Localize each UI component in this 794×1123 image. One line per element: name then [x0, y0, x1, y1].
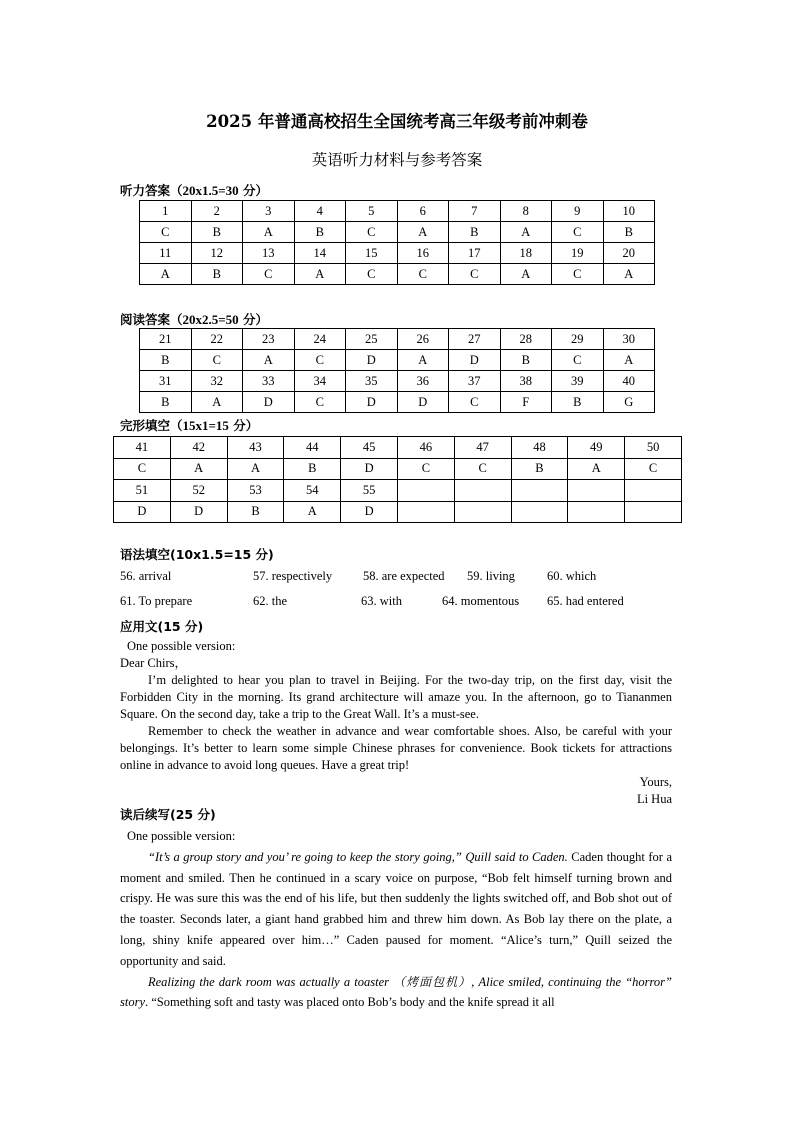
- question-number-cell: [454, 480, 511, 502]
- question-number-cell: 39: [552, 371, 604, 392]
- grammar-heading: 语法填空(10x1.5=15 分): [120, 547, 274, 562]
- grammar-answer: 57. respectively: [253, 569, 333, 583]
- answer-cell: D: [346, 392, 398, 413]
- question-number-cell: 41: [114, 437, 171, 459]
- answer-cell: C: [625, 458, 682, 480]
- question-number-cell: 33: [243, 371, 295, 392]
- answer-cell: B: [294, 222, 346, 243]
- answer-row: [140, 392, 655, 413]
- question-number-cell: 18: [500, 243, 552, 264]
- question-number-cell: 52: [170, 480, 227, 502]
- question-number-cell: 20: [603, 243, 655, 264]
- reading-answer-table: [139, 328, 655, 413]
- answer-cell: C: [346, 222, 398, 243]
- answer-cell: B: [191, 264, 243, 285]
- question-number-cell: 43: [227, 437, 284, 459]
- answer-row: [114, 501, 682, 523]
- question-number-row: [140, 243, 655, 264]
- question-number-cell: 10: [603, 201, 655, 222]
- answer-cell: C: [346, 264, 398, 285]
- listening-heading: [120, 181, 268, 199]
- answer-cell: C: [397, 264, 449, 285]
- listening-heading-score: 20x1.5=30: [182, 183, 239, 198]
- practical-writing-body: [120, 638, 672, 808]
- question-number-cell: 55: [341, 480, 398, 502]
- question-number-cell: 2: [191, 201, 243, 222]
- question-number-cell: 14: [294, 243, 346, 264]
- answer-cell: C: [294, 392, 346, 413]
- question-number-cell: 46: [397, 437, 454, 459]
- answer-cell: [625, 501, 682, 523]
- question-number-cell: 17: [449, 243, 501, 264]
- answer-cell: A: [397, 350, 449, 371]
- story-prompt-gloss: （烤面包机）: [393, 974, 472, 989]
- answer-cell: C: [552, 222, 604, 243]
- story-quote: “It’s a group story and you’ re going to keep the story going,” Quill said to Caden.: [148, 849, 568, 864]
- question-number-cell: 54: [284, 480, 341, 502]
- question-number-cell: 45: [341, 437, 398, 459]
- answer-cell: B: [449, 222, 501, 243]
- question-number-cell: 49: [568, 437, 625, 459]
- answer-cell: B: [140, 392, 192, 413]
- answer-cell: B: [552, 392, 604, 413]
- answer-cell: B: [284, 458, 341, 480]
- answer-cell: D: [449, 350, 501, 371]
- answer-cell: C: [552, 350, 604, 371]
- answer-cell: [568, 501, 625, 523]
- question-number-row: [114, 437, 682, 459]
- question-number-cell: 34: [294, 371, 346, 392]
- answer-row: [114, 458, 682, 480]
- listening-heading-tail: 分）: [238, 183, 269, 198]
- grammar-answer: 59. living: [467, 569, 515, 583]
- question-number-cell: 25: [346, 329, 398, 350]
- grammar-answer: 62. the: [253, 594, 288, 608]
- answer-cell: B: [603, 222, 655, 243]
- grammar-answer: 61. To prepare: [120, 594, 193, 608]
- question-number-cell: 1: [140, 201, 192, 222]
- question-number-cell: 22: [191, 329, 243, 350]
- question-number-row: [140, 371, 655, 392]
- answer-cell: A: [603, 264, 655, 285]
- answer-cell: C: [191, 350, 243, 371]
- letter-signature: Li Hua: [636, 792, 672, 806]
- answer-cell: A: [227, 458, 284, 480]
- reading-heading-tail: 分）: [238, 312, 269, 327]
- answer-cell: [511, 501, 568, 523]
- answer-cell: A: [294, 264, 346, 285]
- question-number-cell: 6: [397, 201, 449, 222]
- answer-cell: B: [140, 350, 192, 371]
- answer-cell: A: [568, 458, 625, 480]
- question-number-cell: 5: [346, 201, 398, 222]
- question-number-cell: [397, 480, 454, 502]
- question-number-cell: 48: [511, 437, 568, 459]
- question-number-cell: [625, 480, 682, 502]
- answer-row: [140, 350, 655, 371]
- grammar-answer: 56. arrival: [120, 569, 172, 583]
- grammar-answer: 65. had entered: [547, 594, 624, 608]
- question-number-cell: 40: [603, 371, 655, 392]
- answer-cell: B: [511, 458, 568, 480]
- answer-cell: C: [243, 264, 295, 285]
- cloze-heading-tail: 分）: [228, 418, 259, 433]
- answer-cell: C: [552, 264, 604, 285]
- grammar-answer: 60. which: [547, 569, 597, 583]
- question-number-row: [140, 329, 655, 350]
- question-number-cell: 28: [500, 329, 552, 350]
- story-paragraph: [120, 972, 672, 1014]
- answer-cell: D: [170, 501, 227, 523]
- question-number-cell: 32: [191, 371, 243, 392]
- story-text: Caden thought for a moment and smiled. Then he continued in a scary voice on purpose, “Bob felt himself turning brown and crispy. He was sure this was the end of his life, but then suddenly the lights switched off, and Bob shot out of the toaster. Seconds later, a giant hand grabbed him and threw him down. As Bob lay there on the plate, a long, shiny knife appeared over him…” Caden paused for moment. “Alice’s turn,” Quill seized the opportunity and said.: [120, 849, 672, 968]
- cloze-heading: [120, 416, 258, 434]
- reading-heading: [120, 310, 268, 328]
- answer-cell: C: [449, 392, 501, 413]
- letter-greeting: Dear Chirs，: [120, 656, 187, 670]
- question-number-cell: 47: [454, 437, 511, 459]
- question-number-cell: 30: [603, 329, 655, 350]
- version-intro: One possible version:: [127, 829, 236, 843]
- grammar-answer: 63. with: [361, 594, 402, 608]
- continuation-writing-heading: 读后续写(25 分): [120, 807, 216, 822]
- question-number-cell: 23: [243, 329, 295, 350]
- answer-cell: A: [500, 264, 552, 285]
- question-number-cell: 29: [552, 329, 604, 350]
- question-number-cell: 12: [191, 243, 243, 264]
- question-number-cell: 31: [140, 371, 192, 392]
- answer-cell: C: [454, 458, 511, 480]
- question-number-cell: 19: [552, 243, 604, 264]
- cloze-heading-score: 15x1=15: [182, 418, 229, 433]
- cloze-heading-label: 完形填空（: [120, 418, 183, 433]
- listening-heading-label: 听力答案（: [120, 183, 183, 198]
- reading-heading-label: 阅读答案（: [120, 312, 183, 327]
- answer-cell: G: [603, 392, 655, 413]
- reading-heading-score: 20x2.5=50: [182, 312, 239, 327]
- answer-cell: D: [114, 501, 171, 523]
- story-text: . “Something soft and tasty was placed onto Bob’s body and the knife spread it all: [145, 995, 555, 1010]
- listening-answer-table: [139, 200, 655, 285]
- question-number-cell: 13: [243, 243, 295, 264]
- question-number-cell: 50: [625, 437, 682, 459]
- answer-cell: C: [449, 264, 501, 285]
- story-prompt: Realizing the dark room was actually a toaster: [148, 974, 394, 989]
- question-number-cell: [511, 480, 568, 502]
- letter-paragraph: I’m delighted to hear you plan to travel in Beijing. For the two-day trip, on the first day, visit the Forbidden City in the morning. Its grand architecture will amaze you. In the afternoon, go to Tiananmen Square. On the second day, take a trip to the Great Wall. It’s a must-see.: [120, 673, 672, 721]
- answer-cell: A: [243, 222, 295, 243]
- answer-cell: A: [170, 458, 227, 480]
- question-number-cell: 35: [346, 371, 398, 392]
- question-number-cell: 9: [552, 201, 604, 222]
- question-number-cell: 15: [346, 243, 398, 264]
- question-number-cell: 27: [449, 329, 501, 350]
- answer-cell: [454, 501, 511, 523]
- answer-cell: A: [284, 501, 341, 523]
- answer-row: [140, 264, 655, 285]
- question-number-cell: 51: [114, 480, 171, 502]
- story-prompt: , Alice smiled, continuing the “horror” story: [120, 974, 672, 1010]
- answer-cell: A: [500, 222, 552, 243]
- answer-cell: B: [500, 350, 552, 371]
- question-number-cell: 44: [284, 437, 341, 459]
- question-number-cell: 4: [294, 201, 346, 222]
- answer-cell: A: [243, 350, 295, 371]
- cloze-answer-table: [113, 436, 682, 523]
- grammar-answer: 58. are expected: [363, 569, 445, 583]
- answer-cell: B: [191, 222, 243, 243]
- question-number-cell: [568, 480, 625, 502]
- question-number-row: [140, 201, 655, 222]
- letter-closing: Yours,: [639, 775, 672, 789]
- question-number-cell: 3: [243, 201, 295, 222]
- answer-row: [140, 222, 655, 243]
- question-number-cell: 7: [449, 201, 501, 222]
- answer-cell: F: [500, 392, 552, 413]
- grammar-answer: 64. momentous: [442, 594, 520, 608]
- answer-cell: D: [341, 458, 398, 480]
- answer-cell: A: [191, 392, 243, 413]
- answer-cell: D: [397, 392, 449, 413]
- question-number-cell: 26: [397, 329, 449, 350]
- question-number-cell: 37: [449, 371, 501, 392]
- practical-writing-heading: 应用文(15 分): [120, 619, 204, 634]
- page-subtitle: 英语听力材料与参考答案: [311, 151, 483, 169]
- answer-cell: D: [243, 392, 295, 413]
- question-number-cell: 42: [170, 437, 227, 459]
- answer-cell: D: [346, 350, 398, 371]
- question-number-cell: 24: [294, 329, 346, 350]
- answer-cell: B: [227, 501, 284, 523]
- question-number-cell: 38: [500, 371, 552, 392]
- answer-cell: A: [397, 222, 449, 243]
- answer-cell: [397, 501, 454, 523]
- answer-cell: C: [140, 222, 192, 243]
- question-number-cell: 21: [140, 329, 192, 350]
- story-paragraph: [120, 847, 672, 972]
- question-number-row: [114, 480, 682, 502]
- answer-cell: C: [114, 458, 171, 480]
- question-number-cell: 11: [140, 243, 192, 264]
- question-number-cell: 53: [227, 480, 284, 502]
- answer-cell: C: [397, 458, 454, 480]
- continuation-writing-body: [120, 826, 672, 1013]
- answer-cell: C: [294, 350, 346, 371]
- question-number-cell: 8: [500, 201, 552, 222]
- letter-paragraph: Remember to check the weather in advance and wear comfortable shoes. Also, be careful with your belongings. It’s better to learn some simple Chinese phrases for convenience. Book tickets for attractions online in advance to avoid long queues. Have a great trip!: [120, 724, 672, 772]
- answer-cell: D: [341, 501, 398, 523]
- question-number-cell: 16: [397, 243, 449, 264]
- question-number-cell: 36: [397, 371, 449, 392]
- version-intro: One possible version:: [127, 639, 236, 653]
- answer-cell: A: [140, 264, 192, 285]
- answer-cell: A: [603, 350, 655, 371]
- page-title: 2025 年普通高校招生全国统考高三年级考前冲刺卷: [206, 112, 588, 131]
